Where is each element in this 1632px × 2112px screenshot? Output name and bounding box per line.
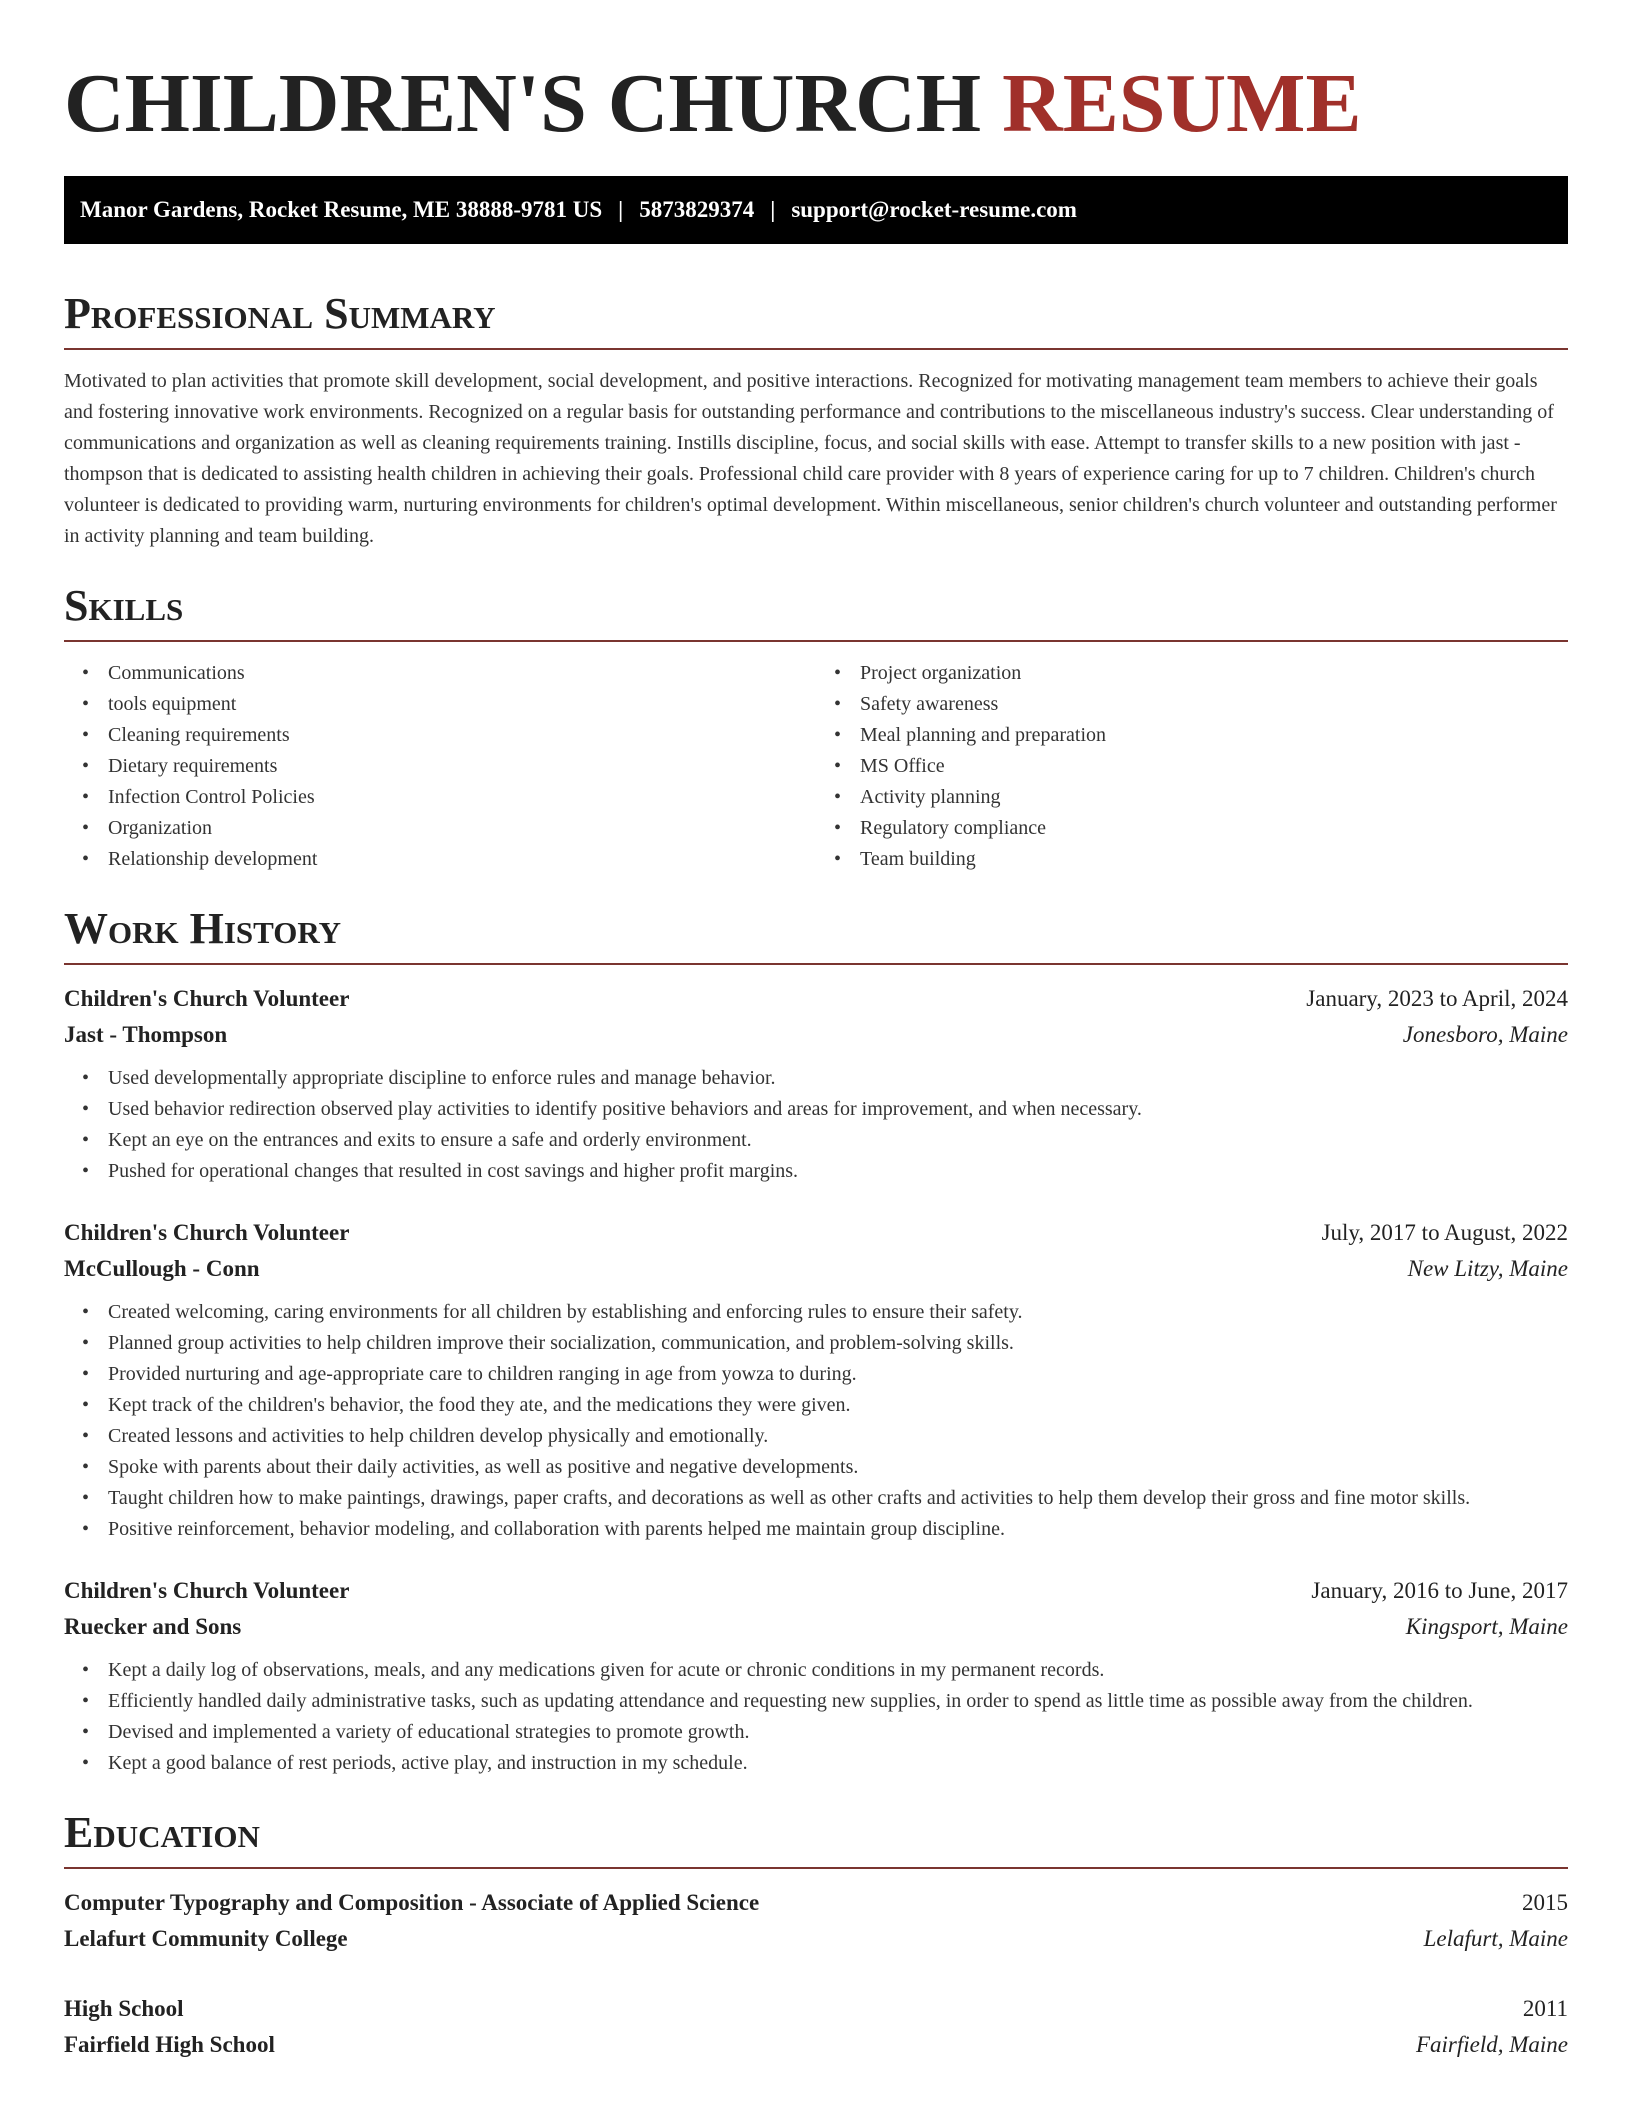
skills-section <box>64 580 1568 875</box>
contact-bar <box>64 176 1568 244</box>
contact-separator: | <box>618 197 624 222</box>
job-duty: • Kept track of the children's behavior, the food they ate, and the medications they were given. <box>108 1390 1568 1421</box>
education-year: 2015 <box>1522 1890 1568 1915</box>
skill-item: • Dietary requirements <box>108 751 816 782</box>
job-duty: • Created lessons and activities to help children develop physically and emotionally. <box>108 1421 1568 1452</box>
contact-separator: | <box>770 197 776 222</box>
job-company-row <box>64 1017 1568 1053</box>
job-title: Children's Church Volunteer <box>64 986 350 1011</box>
job-location: New Litzy, Maine <box>1407 1256 1568 1281</box>
job-location: Jonesboro, Maine <box>1402 1022 1568 1047</box>
section-divider <box>64 640 1568 642</box>
job-duty: • Positive reinforcement, behavior modeling, and collaboration with parents helped me maintain group discipline. <box>108 1514 1568 1545</box>
title-main: CHILDREN'S CHURCH <box>64 57 1003 150</box>
skill-item: • Team building <box>860 844 1568 875</box>
job-header-row <box>64 1573 1568 1609</box>
job-entry <box>64 1215 1568 1545</box>
skill-item: • Communications <box>108 658 816 689</box>
job-company: Ruecker and Sons <box>64 1614 242 1639</box>
education-location: Fairfield, Maine <box>1415 2032 1568 2057</box>
job-title: Children's Church Volunteer <box>64 1220 350 1245</box>
job-duty: • Used behavior redirection observed play activities to identify positive behaviors and areas for improvement, and when necessary. <box>108 1094 1568 1125</box>
summary-heading: Professional Summary <box>64 289 496 338</box>
education-school-row <box>64 1921 1568 1957</box>
job-duty: • Kept a daily log of observations, meals, and any medications given for acute or chronic conditions in my permanent records. <box>108 1655 1568 1686</box>
education-heading: Education <box>64 1808 260 1857</box>
job-duty: • Kept an eye on the entrances and exits to ensure a safe and orderly environment. <box>108 1125 1568 1156</box>
job-company: McCullough - Conn <box>64 1256 260 1281</box>
job-duty: • Created welcoming, caring environments for all children by establishing and enforcing rules to ensure their safety. <box>108 1297 1568 1328</box>
contact-email: support@rocket-resume.com <box>791 197 1077 222</box>
skills-list-left <box>64 658 816 875</box>
job-duties <box>64 1063 1568 1187</box>
skill-item: • Meal planning and preparation <box>860 720 1568 751</box>
job-dates: January, 2023 to April, 2024 <box>1306 986 1568 1011</box>
job-duty: • Efficiently handled daily administrative tasks, such as updating attendance and requesting new supplies, in order to spend as little time as possible away from the children. <box>108 1686 1568 1717</box>
job-duty: • Kept a good balance of rest periods, active play, and instruction in my schedule. <box>108 1748 1568 1779</box>
contact-address: Manor Gardens, Rocket Resume, ME 38888-9781 US <box>80 197 603 222</box>
job-duty: • Pushed for operational changes that resulted in cost savings and higher profit margins. <box>108 1156 1568 1187</box>
skill-item: • MS Office <box>860 751 1568 782</box>
section-divider <box>64 1867 1568 1869</box>
job-company: Jast - Thompson <box>64 1022 228 1047</box>
section-divider <box>64 963 1568 965</box>
skills-heading: Skills <box>64 581 184 630</box>
skills-list-right <box>816 658 1568 875</box>
summary-section <box>64 288 1568 552</box>
education-entry <box>64 1991 1568 2063</box>
job-duty: • Used developmentally appropriate discipline to enforce rules and manage behavior. <box>108 1063 1568 1094</box>
job-dates: July, 2017 to August, 2022 <box>1321 1220 1568 1245</box>
work-history-heading: Work History <box>64 904 342 953</box>
job-company-row <box>64 1251 1568 1287</box>
skill-item: • Infection Control Policies <box>108 782 816 813</box>
skills-grid <box>64 658 1568 875</box>
skill-item: • Project organization <box>860 658 1568 689</box>
title-accent: RESUME <box>1002 57 1362 150</box>
job-title: Children's Church Volunteer <box>64 1578 350 1603</box>
job-duty: • Provided nurturing and age-appropriate care to children ranging in age from yowza to during. <box>108 1359 1568 1390</box>
education-year: 2011 <box>1522 1996 1568 2021</box>
skill-item: • Cleaning requirements <box>108 720 816 751</box>
education-school: Lelafurt Community College <box>64 1926 348 1951</box>
education-school: Fairfield High School <box>64 2032 275 2057</box>
job-company-row <box>64 1609 1568 1645</box>
job-duty: • Taught children how to make paintings, drawings, paper crafts, and decorations as well as other crafts and activities to help them develop their gross and fine motor skills. <box>108 1483 1568 1514</box>
skill-item: • Regulatory compliance <box>860 813 1568 844</box>
job-duty: • Planned group activities to help children improve their socialization, communication, and problem-solving skills. <box>108 1328 1568 1359</box>
job-duty: • Spoke with parents about their daily activities, as well as positive and negative developments. <box>108 1452 1568 1483</box>
education-entry <box>64 1885 1568 1957</box>
education-header-row <box>64 1991 1568 2027</box>
job-dates: January, 2016 to June, 2017 <box>1311 1578 1568 1603</box>
contact-phone: 5873829374 <box>639 197 755 222</box>
job-header-row <box>64 1215 1568 1251</box>
job-duties <box>64 1297 1568 1545</box>
skill-item: • Activity planning <box>860 782 1568 813</box>
section-divider <box>64 348 1568 350</box>
job-entry <box>64 1573 1568 1779</box>
job-location: Kingsport, Maine <box>1405 1614 1568 1639</box>
education-school-row <box>64 2027 1568 2063</box>
education-section <box>64 1807 1568 2063</box>
resume-title <box>64 56 1568 152</box>
summary-text: Motivated to plan activities that promote skill development, social development, and positive interactions. Recognized for motivating management team members to achieve their goals and fostering innovative work environments. Recognized on a regular basis for outstanding performance and contributions to the miscellaneous industry's success. Clear understanding of communications and organization as well as cleaning requirements training. Instills discipline, focus, and social skills with ease. Attempt to transfer skills to a new position with jast - thompson that is dedicated to assisting health children in achieving their goals. Professional child care provider with 8 years of experience caring for up to 7 children. Children's church volunteer is dedicated to providing warm, nurturing environments for children's optimal development. Within miscellaneous, senior children's church volunteer and outstanding performer in activity planning and team building. <box>64 370 1557 547</box>
skill-item: • Organization <box>108 813 816 844</box>
skill-item: • Relationship development <box>108 844 816 875</box>
skill-item: • Safety awareness <box>860 689 1568 720</box>
job-header-row <box>64 981 1568 1017</box>
work-history-section <box>64 903 1568 1779</box>
education-degree: Computer Typography and Composition - Associate of Applied Science <box>64 1890 760 1915</box>
job-entry <box>64 981 1568 1187</box>
education-header-row <box>64 1885 1568 1921</box>
job-duties <box>64 1655 1568 1779</box>
education-location: Lelafurt, Maine <box>1423 1926 1568 1951</box>
education-degree: High School <box>64 1996 184 2021</box>
job-duty: • Devised and implemented a variety of educational strategies to promote growth. <box>108 1717 1568 1748</box>
skill-item: • tools equipment <box>108 689 816 720</box>
